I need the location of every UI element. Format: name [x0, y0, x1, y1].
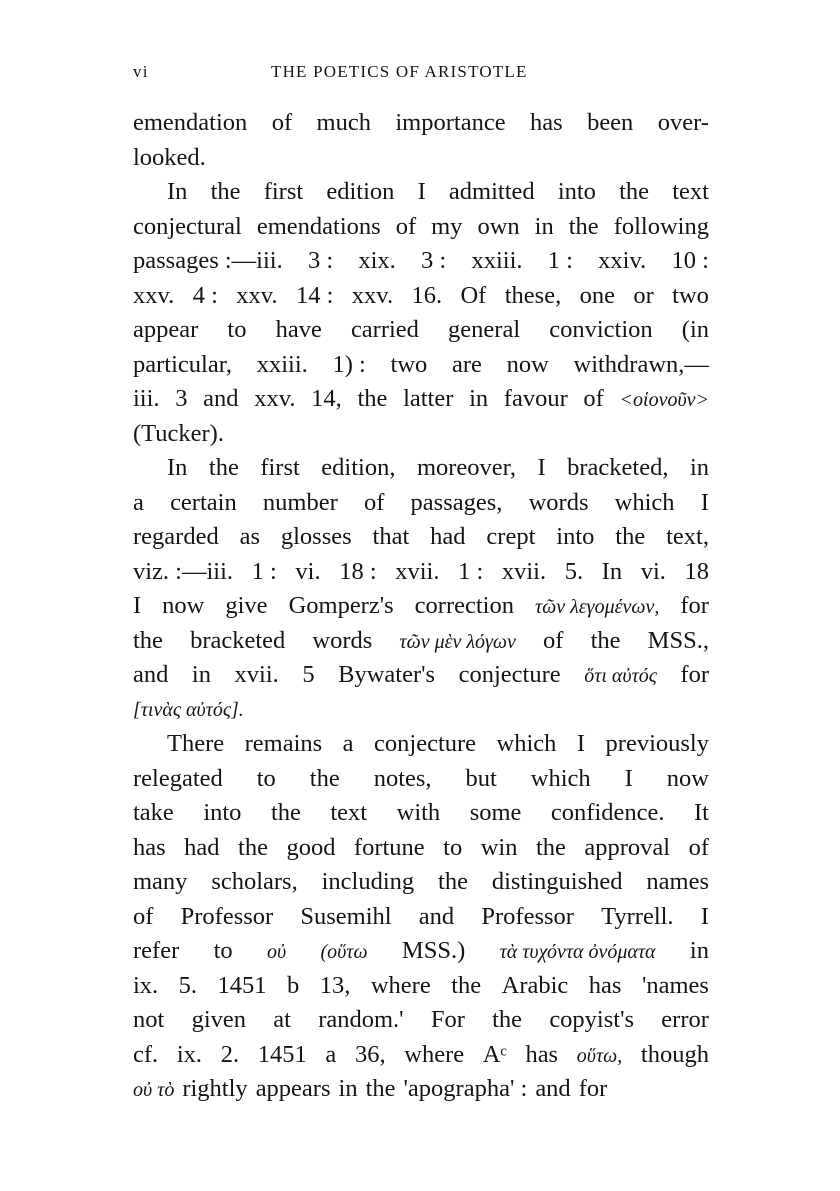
word: It	[694, 799, 709, 826]
word: 1 :	[547, 247, 573, 274]
word: for	[680, 661, 709, 688]
word: in	[191, 661, 211, 688]
word: first	[260, 454, 300, 481]
word: the	[451, 971, 482, 999]
word: correction	[414, 592, 514, 619]
word: 13,	[319, 971, 351, 999]
word: not	[133, 1006, 165, 1033]
word: moreover,	[416, 454, 516, 481]
word: own	[477, 212, 520, 240]
word: edition	[326, 178, 395, 205]
word: I	[700, 902, 709, 930]
word: 3 :	[421, 247, 447, 274]
word: has	[133, 833, 166, 861]
word: that	[372, 523, 410, 550]
word: has	[529, 109, 563, 136]
word: of	[688, 833, 709, 861]
word: [τινὰς αὐτός].	[133, 698, 244, 721]
word: refer	[133, 937, 180, 964]
word: 1 :	[251, 557, 277, 585]
running-head	[133, 62, 709, 90]
word: vi.	[295, 557, 321, 585]
word: MSS.,	[647, 626, 709, 654]
word: withdrawn,—	[573, 350, 709, 378]
text-line	[133, 382, 709, 417]
word: τῶν μὲν λόγων	[399, 630, 516, 653]
word: xxv.	[351, 281, 394, 309]
word: conjecture	[458, 661, 561, 688]
word: latter	[403, 385, 454, 412]
word: ix.	[133, 971, 159, 999]
text-line	[133, 969, 709, 1004]
word: has	[525, 1040, 559, 1068]
word: give	[225, 592, 268, 619]
text-line	[133, 589, 709, 624]
word: a	[325, 1040, 337, 1068]
word: Tyrrell.	[601, 902, 674, 930]
word: Aᶜ	[482, 1040, 507, 1068]
text-line	[133, 141, 709, 176]
word: bracketed	[190, 626, 286, 654]
word: first	[263, 178, 304, 205]
word: of	[395, 212, 417, 240]
word: Of	[460, 281, 487, 309]
word: τῶν λεγομένων,	[534, 596, 660, 618]
word: the	[438, 868, 468, 895]
word: the	[568, 212, 599, 240]
word: (in	[681, 316, 709, 343]
word: passages :—iii.	[133, 247, 283, 274]
word: ὅτι αὐτός	[584, 665, 657, 687]
word: looked.	[133, 143, 206, 171]
word: of	[583, 385, 604, 412]
word: now	[506, 350, 549, 378]
text-line	[133, 486, 709, 521]
word: and	[535, 1075, 571, 1102]
word: of	[363, 488, 385, 516]
text-line	[133, 762, 709, 797]
word: There	[167, 730, 225, 757]
word: in	[534, 212, 554, 240]
word: which	[496, 730, 557, 757]
word: to	[256, 764, 276, 792]
word: error	[661, 1006, 709, 1033]
word: to	[443, 833, 463, 861]
word: the	[365, 1075, 396, 1102]
word: for	[578, 1075, 608, 1102]
word: distinguished	[491, 868, 623, 895]
word: 14 :	[295, 281, 334, 309]
word: edition,	[321, 454, 396, 481]
word: admitted	[448, 178, 535, 205]
text-line	[133, 1038, 709, 1073]
word: glosses	[280, 523, 352, 550]
text-line	[133, 865, 709, 900]
word: b	[287, 971, 300, 999]
word: 18 :	[339, 557, 377, 585]
word: 3 :	[307, 247, 334, 274]
word: xix.	[358, 247, 396, 274]
word: In	[167, 178, 188, 205]
text-line	[133, 624, 709, 659]
word: emendation	[133, 109, 248, 136]
text-line	[133, 831, 709, 866]
text-line	[133, 555, 709, 590]
word: text	[672, 178, 709, 205]
text-line	[133, 244, 709, 279]
word: a	[133, 488, 144, 516]
word: conviction	[549, 316, 653, 343]
word: text	[330, 799, 368, 826]
word: vi.	[640, 557, 666, 585]
word: appears	[255, 1075, 331, 1102]
word: viz. :—iii.	[133, 557, 234, 585]
word: For	[430, 1006, 465, 1033]
text-line	[133, 417, 709, 452]
word: notes,	[373, 764, 432, 792]
word: particular,	[133, 350, 233, 378]
text-line	[133, 451, 709, 486]
word: of	[543, 626, 564, 654]
word: I	[624, 764, 633, 792]
word: to	[227, 316, 247, 343]
word: Arabic	[501, 971, 569, 999]
word: and	[203, 385, 239, 412]
word: which	[614, 488, 675, 516]
word: random.'	[318, 1006, 404, 1033]
word: xxiii.	[256, 350, 308, 378]
word: 16.	[411, 281, 443, 309]
word: 10 :	[671, 247, 709, 274]
word: 2.	[220, 1040, 240, 1068]
text-line	[133, 106, 709, 141]
word: I	[537, 454, 546, 481]
word: 14,	[311, 385, 342, 412]
word: scholars,	[211, 868, 298, 895]
word: (Tucker).	[133, 419, 224, 447]
word: conjectural	[133, 212, 242, 240]
word: previously	[605, 730, 709, 757]
page-number: vi	[133, 62, 149, 81]
word: emendations	[256, 212, 381, 240]
word: cf.	[133, 1040, 159, 1068]
word: 1451	[257, 1040, 307, 1068]
word: take	[133, 799, 174, 826]
word: which	[530, 764, 591, 792]
word: carried	[350, 316, 419, 343]
word: and	[133, 661, 169, 688]
word: over-	[657, 109, 709, 136]
word: much	[316, 109, 371, 136]
word: rightly	[182, 1075, 248, 1102]
word: crept	[486, 523, 536, 550]
word: words	[312, 626, 373, 654]
word: In	[167, 454, 188, 481]
word: had	[184, 833, 220, 861]
word: οὐ	[266, 941, 287, 963]
word: of	[271, 109, 293, 136]
running-title: THE POETICS OF ARISTOTLE	[271, 62, 528, 81]
text-line	[133, 727, 709, 762]
word: the	[619, 178, 650, 205]
word: I	[576, 730, 586, 757]
word: certain	[170, 488, 237, 516]
word: τὰ τυχόντα ὀνόματα	[499, 941, 656, 963]
text-line	[133, 348, 709, 383]
word: xvii.	[501, 557, 547, 585]
word: importance	[395, 109, 506, 136]
body-text	[133, 106, 709, 1107]
word: in	[469, 385, 489, 412]
word: οὕτω,	[576, 1044, 623, 1067]
word: to	[213, 937, 233, 964]
word: the	[210, 178, 241, 205]
text-line	[133, 934, 709, 969]
word: <οἱονοῦν>	[619, 389, 709, 411]
text-line	[133, 693, 709, 728]
word: 'names	[641, 971, 709, 999]
word: xxv.	[133, 281, 175, 309]
word: for	[680, 592, 709, 619]
word: the	[208, 454, 239, 481]
word: have	[275, 316, 322, 343]
word: 18	[684, 557, 709, 585]
word: into	[556, 523, 595, 550]
word: In	[601, 557, 623, 585]
word: though	[640, 1040, 709, 1068]
word: 'apographa' :	[403, 1075, 528, 1102]
word: Gomperz's	[288, 592, 394, 619]
word: in	[338, 1075, 358, 1102]
word: now	[162, 592, 205, 619]
word: 4 :	[192, 281, 218, 309]
word: 36,	[354, 1040, 386, 1068]
word: many	[133, 868, 188, 895]
word: fortune	[353, 833, 425, 861]
word: Susemihl	[300, 902, 392, 930]
word: MSS.)	[401, 937, 466, 964]
word: conjecture	[374, 730, 477, 757]
text-line	[133, 658, 709, 693]
word: given	[191, 1006, 246, 1033]
word: the	[133, 626, 163, 654]
word: xxiii.	[471, 247, 523, 274]
word: and	[418, 902, 455, 930]
text-line	[133, 796, 709, 831]
word: a	[342, 730, 354, 757]
word: 5.	[564, 557, 584, 585]
word: copyist's	[549, 1006, 635, 1033]
word: the	[590, 626, 621, 654]
text-line	[133, 279, 709, 314]
word: in	[689, 454, 709, 481]
text-line	[133, 210, 709, 245]
word: I	[417, 178, 426, 205]
word: but	[465, 764, 497, 792]
word: approval	[584, 833, 671, 861]
word: appear	[133, 316, 199, 343]
word: one	[579, 281, 615, 309]
word: Professor	[180, 902, 274, 930]
word: at	[273, 1006, 291, 1033]
word: xvii.	[395, 557, 440, 585]
word: now	[666, 764, 709, 792]
word: the	[615, 523, 646, 550]
word: following	[613, 212, 709, 240]
word: (οὕτω	[320, 941, 368, 963]
word: 3	[175, 385, 188, 412]
word: has	[588, 971, 622, 999]
word: of	[133, 902, 154, 930]
word: been	[587, 109, 634, 136]
word: confidence.	[550, 799, 665, 826]
word: iii.	[133, 385, 160, 412]
word: ix.	[176, 1040, 203, 1068]
word: general	[448, 316, 521, 343]
word: the	[309, 764, 340, 792]
word: the	[270, 799, 301, 826]
word: these,	[504, 281, 562, 309]
word: relegated	[133, 764, 223, 792]
word: the	[357, 385, 388, 412]
word: the	[238, 833, 268, 861]
word: xvii.	[234, 661, 279, 688]
word: names	[646, 868, 709, 895]
word: οὐ τὸ	[133, 1079, 175, 1101]
text-line	[133, 1072, 709, 1107]
word: xxiv.	[598, 247, 647, 274]
text-line	[133, 313, 709, 348]
word: had	[430, 523, 466, 550]
word: I	[700, 488, 709, 516]
word: 5	[302, 661, 315, 688]
word: number	[262, 488, 338, 516]
word: favour	[503, 385, 568, 412]
word: passages,	[410, 488, 503, 516]
word: two	[672, 281, 709, 309]
word: where	[370, 971, 431, 999]
text-line	[133, 900, 709, 935]
word: my	[431, 212, 463, 240]
word: 5.	[178, 971, 198, 999]
word: as	[239, 523, 260, 550]
word: Professor	[481, 902, 574, 930]
word: in	[689, 937, 709, 964]
word: the	[492, 1006, 523, 1033]
word: regarded	[133, 523, 219, 550]
word: words	[528, 488, 589, 516]
word: xxv.	[236, 281, 278, 309]
word: some	[469, 799, 522, 826]
word: the	[535, 833, 566, 861]
text-line	[133, 175, 709, 210]
word: win	[480, 833, 518, 861]
word: I	[133, 592, 142, 619]
word: or	[633, 281, 654, 309]
word: good	[286, 833, 336, 861]
word: 1 :	[458, 557, 484, 585]
word: including	[321, 868, 415, 895]
word: remains	[244, 730, 323, 757]
word: Bywater's	[338, 661, 436, 688]
word: two	[390, 350, 428, 378]
word: into	[203, 799, 242, 826]
word: where	[404, 1040, 465, 1068]
word: bracketed,	[567, 454, 669, 481]
word: are	[451, 350, 482, 378]
word: 1451	[217, 971, 267, 999]
word: into	[557, 178, 596, 205]
word: 1) :	[332, 350, 366, 378]
word: text,	[666, 523, 709, 550]
text-line	[133, 1003, 709, 1038]
word: with	[396, 799, 441, 826]
text-line	[133, 520, 709, 555]
word: xxv.	[254, 385, 296, 412]
